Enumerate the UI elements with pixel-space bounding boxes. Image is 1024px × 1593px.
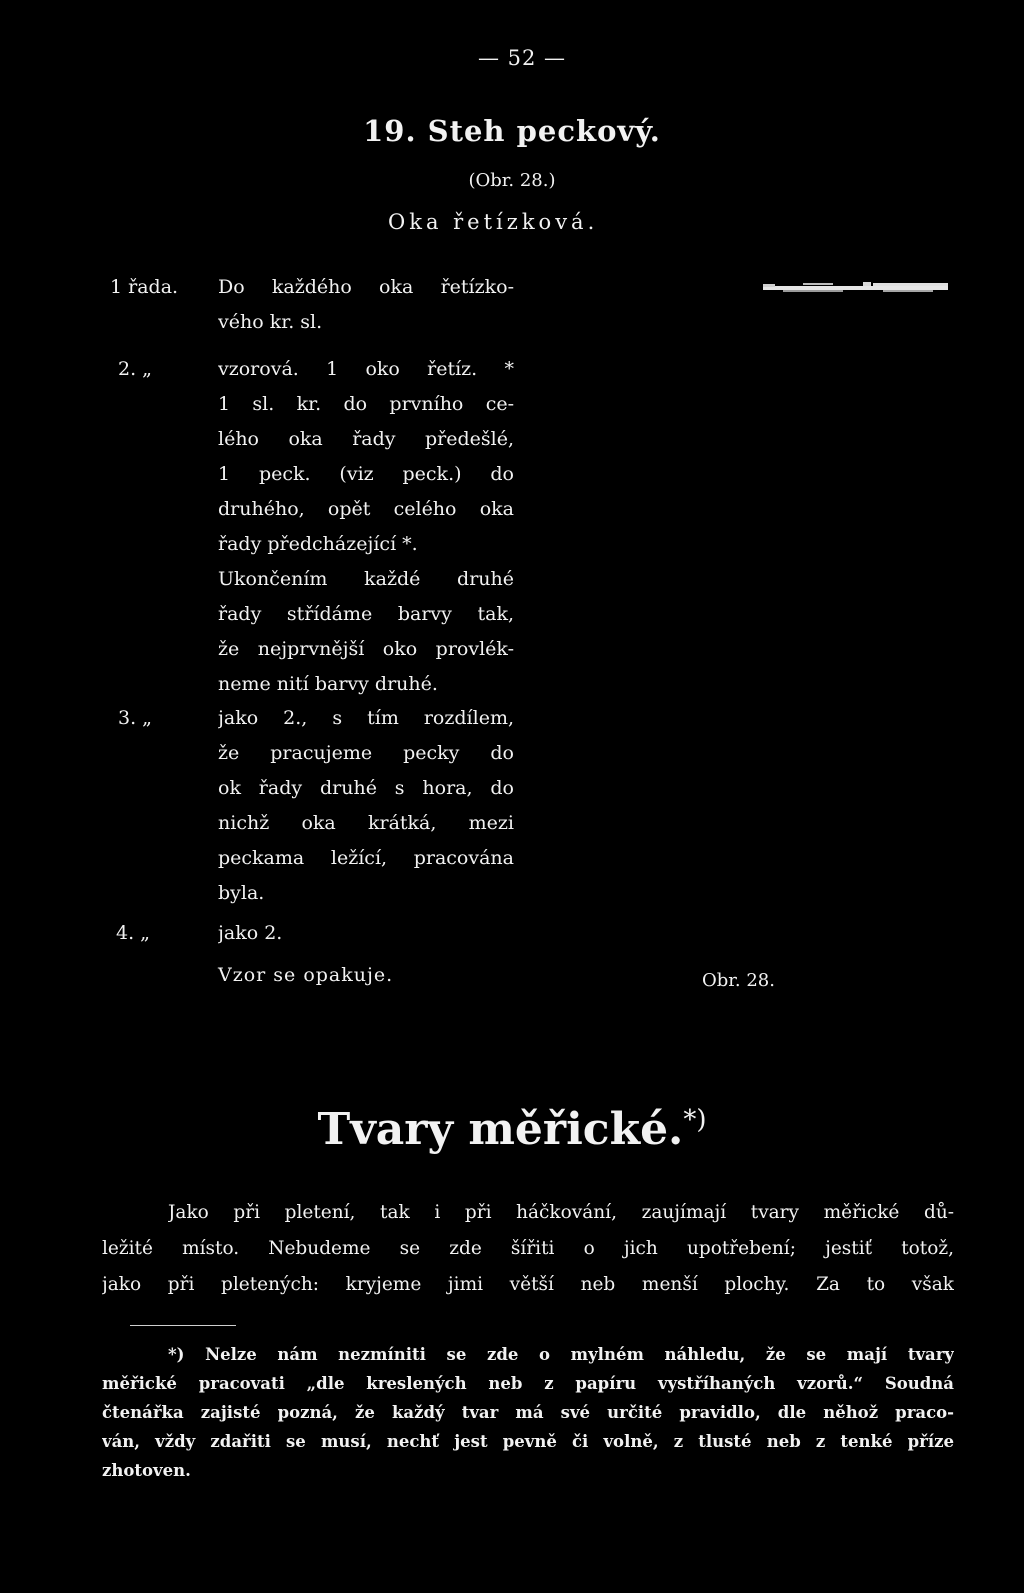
text-line: že nejprvnější oko provlék- xyxy=(218,638,514,660)
text-line: že pracujeme pecky do xyxy=(218,742,514,764)
footnote-line: ván, vždy zdařiti se musí, nechť jest pevně či volně, z tlusté neb z tenké příze xyxy=(102,1432,954,1451)
section-title-text: Tvary měřické. xyxy=(317,1104,684,1155)
body-line: jako při pletených: kryjeme jimi větší neb menší plochy. Za to však xyxy=(102,1274,954,1295)
row-text-4 xyxy=(218,916,514,951)
page-number: — 52 — xyxy=(477,46,567,70)
row-label-2: 2. „ xyxy=(118,358,153,380)
text-line: byla. xyxy=(218,882,265,904)
text-line: Do každého oka řetízko- xyxy=(218,276,514,298)
footnote-line: měřické pracovati „dle kreslených neb z papíru vystříhaných vzorů.“ Soudná xyxy=(102,1374,954,1393)
footnote-line: čtenářka zajisté pozná, že každý tvar má své určité pravidlo, dle něhož praco- xyxy=(102,1403,954,1422)
closing-note: Vzor se opakuje. xyxy=(218,964,394,986)
row-text-1 xyxy=(218,270,514,340)
body-line: Jako při pletení, tak i při háčkování, zaujímají tvary měřické dů- xyxy=(168,1202,954,1223)
footnote-line: zhotoven. xyxy=(102,1461,191,1480)
section-title xyxy=(0,1104,1024,1155)
row-label-1: 1 řada. xyxy=(110,276,179,298)
row-text-2 xyxy=(218,352,514,702)
text-line: lého oka řady předešlé, xyxy=(218,428,514,450)
text-line: 1 sl. kr. do prvního ce- xyxy=(218,393,514,415)
text-line: vzorová. 1 oko řetíz. * xyxy=(218,358,514,380)
text-line: nichž oka krátká, mezi xyxy=(218,812,514,834)
section-heading: 19. Steh peckový. xyxy=(363,114,661,148)
figure-reference: (Obr. 28.) xyxy=(468,170,556,191)
subheading: Oka řetízková. xyxy=(388,210,599,234)
footnote-divider xyxy=(130,1325,236,1326)
text-line: peckama ležící, pracována xyxy=(218,847,514,869)
text-line: Ukončením každé druhé xyxy=(218,568,514,590)
text-line: řady střídáme barvy tak, xyxy=(218,603,514,625)
text-line: jako 2. xyxy=(218,922,283,944)
text-line: řady předcházející *. xyxy=(218,533,418,555)
row-label-4: 4. „ xyxy=(116,922,151,944)
text-line: ok řady druhé s hora, do xyxy=(218,777,514,799)
text-line: vého kr. sl. xyxy=(218,311,323,333)
text-line: 1 peck. (viz peck.) do xyxy=(218,463,514,485)
text-line: druhého, opět celého oka xyxy=(218,498,514,520)
row-text-3 xyxy=(218,701,514,911)
footnote-marker: *) xyxy=(683,1105,707,1135)
footnote-line: *) Nelze nám nezmíniti se zde o mylném náhledu, že se mají tvary xyxy=(168,1345,954,1364)
body-line: ležité místo. Nebudeme se zde šířiti o jich upotřebení; jestiť totož, xyxy=(102,1238,954,1259)
text-line: jako 2., s tím rozdílem, xyxy=(218,707,514,729)
figure-caption: Obr. 28. xyxy=(702,970,775,991)
stitch-figure xyxy=(763,280,948,294)
text-line: neme nití barvy druhé. xyxy=(218,673,438,695)
row-label-3: 3. „ xyxy=(118,707,153,729)
